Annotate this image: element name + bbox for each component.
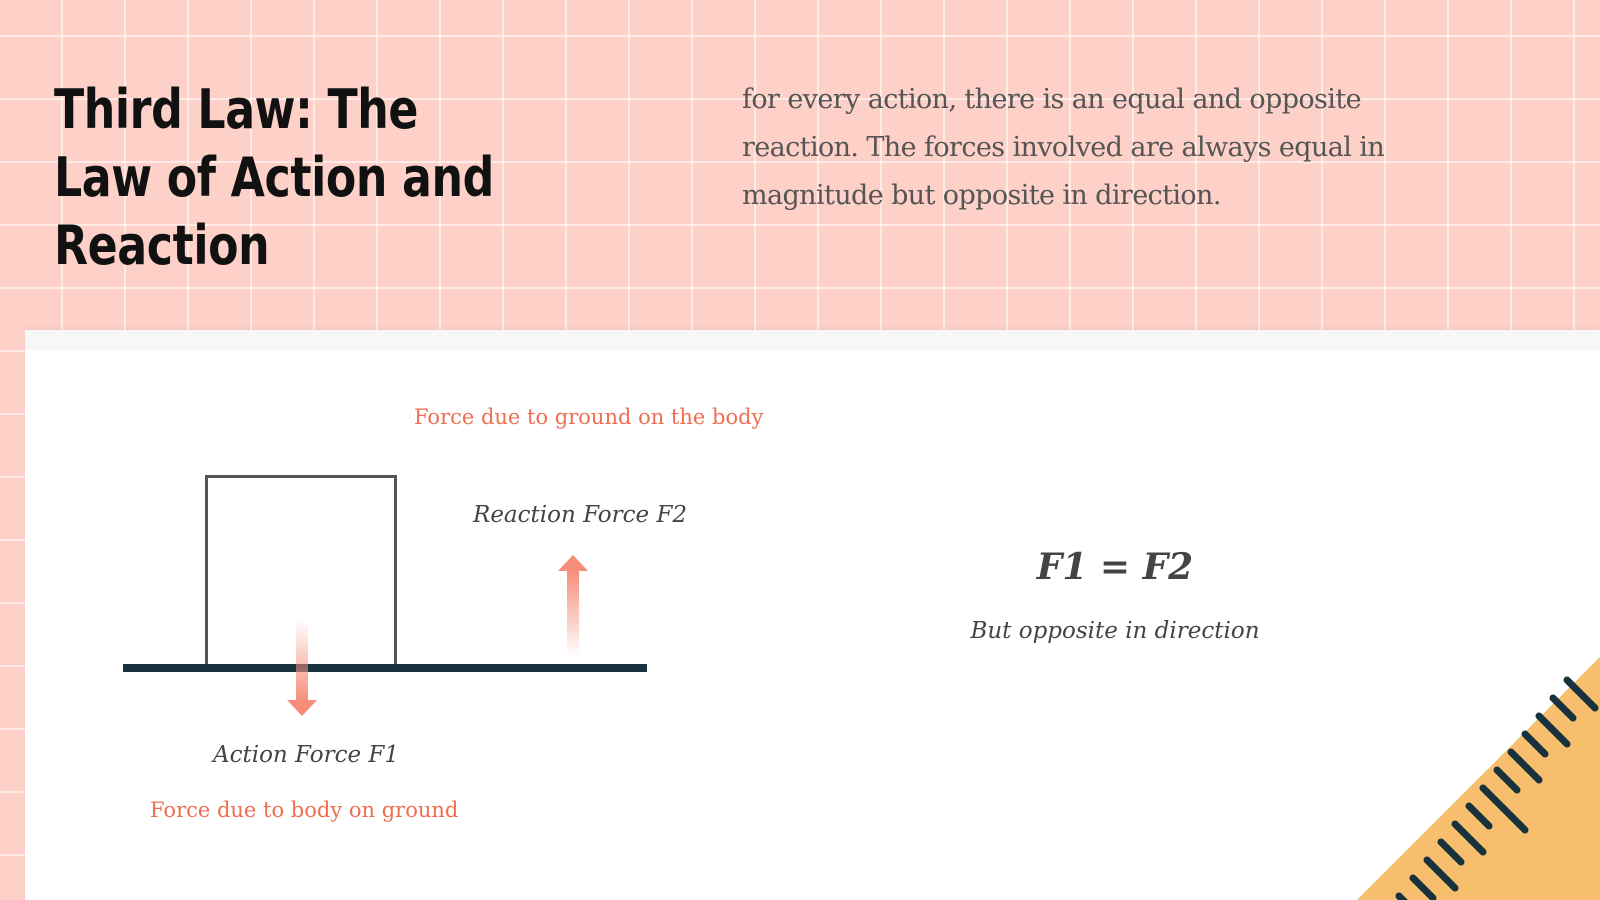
ground-line [123, 664, 647, 672]
diagram-panel [25, 330, 1600, 900]
ruler-icon [1347, 650, 1600, 900]
panel-top-band [25, 330, 1600, 350]
ground-force-caption: Force due to ground on the body [414, 405, 764, 429]
reaction-arrow-icon [558, 555, 588, 657]
body-force-caption: Force due to body on ground [150, 798, 459, 822]
slide-title: Third Law: The Law of Action and Reaction [54, 78, 494, 277]
slide-description: for every action, there is an equal and opposite reaction. The forces involved are always equal in magnitude but opposite in direction. [742, 84, 1385, 211]
reaction-force-label: Reaction Force F2 [473, 502, 688, 528]
action-arrow-icon [287, 620, 317, 716]
action-force-label: Action Force F1 [213, 742, 399, 768]
force-equation: F1 = F2 [1036, 546, 1194, 588]
equation-note: But opposite in direction [970, 618, 1260, 644]
